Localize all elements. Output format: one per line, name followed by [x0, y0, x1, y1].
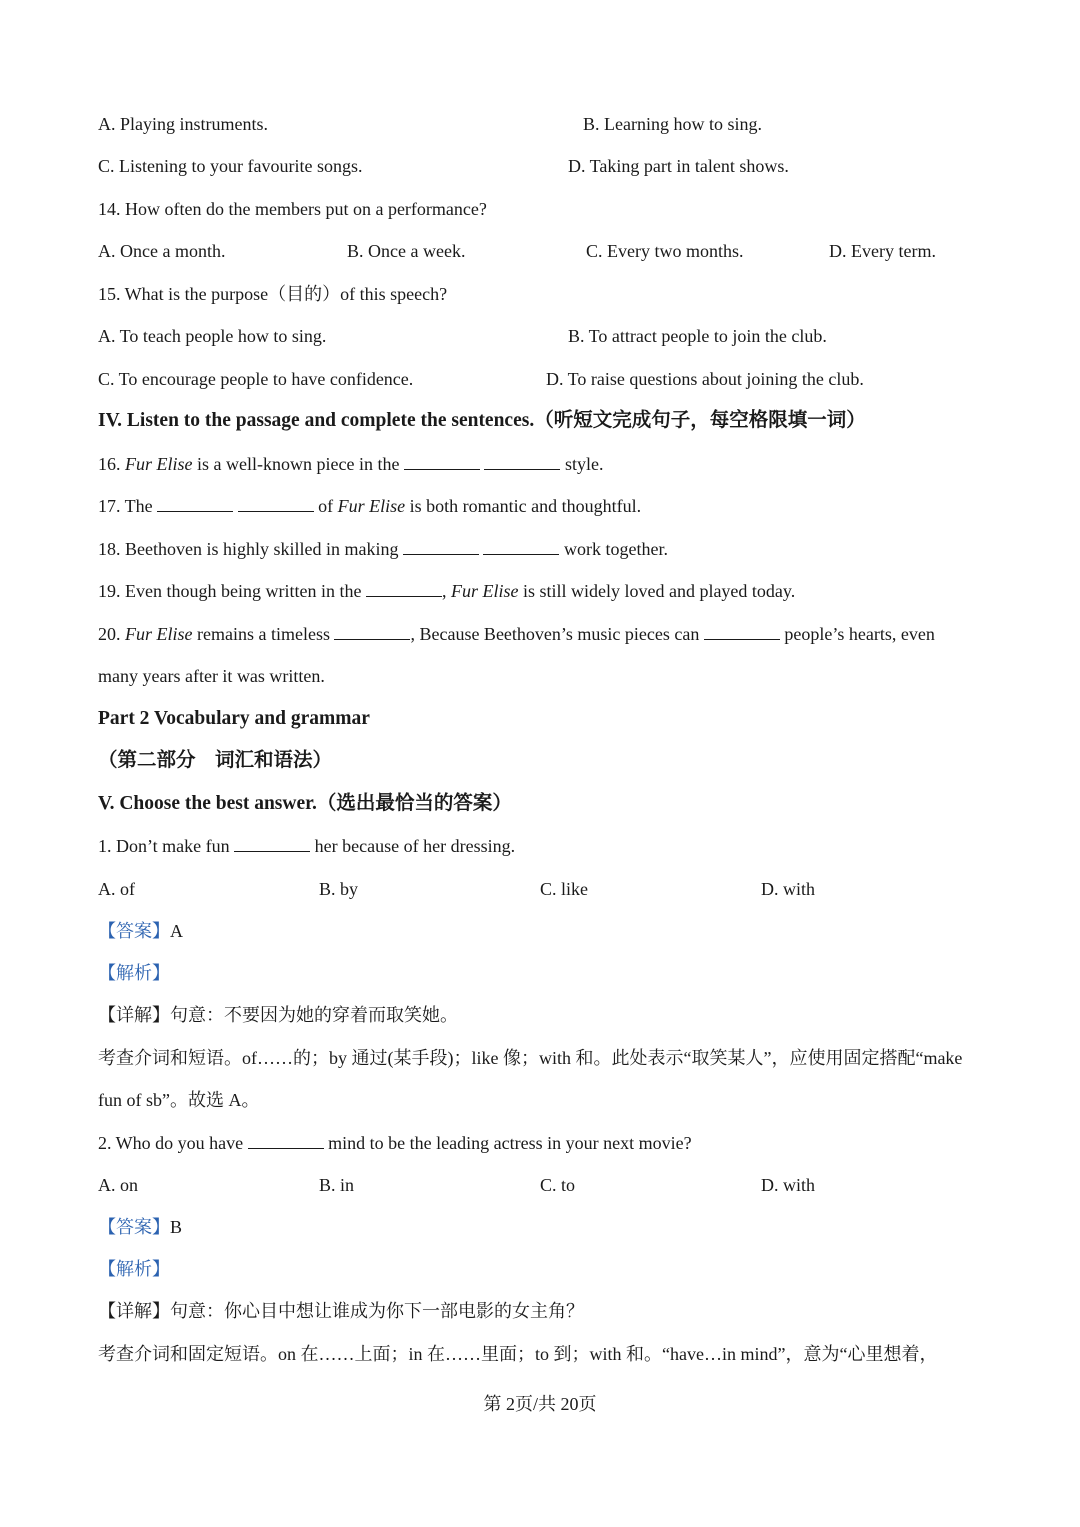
q17-start: 17. The: [98, 496, 158, 516]
page-footer: 第 2页/共 20页: [483, 1394, 597, 1414]
q2-option-b: B. in: [319, 1175, 355, 1195]
q14-option-d: D. Every term.: [829, 241, 936, 261]
q14-option-c: C. Every two months.: [586, 241, 744, 261]
q2-explanation-1: 考查介词和固定短语。on 在……上面；in 在……里面；to 到；with 和。“have…in mind”，意为“心里想着，: [98, 1344, 938, 1364]
q17-title: Fur Elise: [337, 496, 406, 516]
q17-end: is both romantic and thoughtful.: [405, 496, 642, 516]
q1-answer-label: 【答案】: [98, 921, 170, 941]
q2-option-d: D. with: [761, 1175, 815, 1195]
q1-stem: [98, 834, 515, 858]
q13-option-b: B. Learning how to sing.: [583, 114, 762, 134]
q1-option-d: D. with: [761, 879, 815, 899]
section-v-heading: V. Choose the best answer.（选出最恰当的答案）: [98, 793, 512, 814]
q20-mid: remains a timeless: [192, 624, 335, 644]
q1-option-c: C. like: [540, 879, 588, 899]
q17-mid: of: [313, 496, 338, 516]
q17-line: [98, 494, 641, 518]
q20-line-2: many years after it was written.: [98, 666, 325, 686]
q1-option-a: A. of: [98, 879, 135, 899]
q16-mid: is a well-known piece in the: [192, 454, 404, 474]
q20-line: [98, 622, 935, 646]
q2-analysis-label: 【解析】: [98, 1259, 170, 1279]
q1-stem-end: her because of her dressing.: [310, 836, 516, 856]
q19-blank-1[interactable]: [366, 579, 442, 597]
q18-end: work together.: [559, 539, 668, 559]
q14-option-a: A. Once a month.: [98, 241, 226, 261]
q15-option-c: C. To encourage people to have confidence.: [98, 369, 414, 389]
q16-title: Fur Elise: [125, 454, 193, 474]
q19-end: is still widely loved and played today.: [518, 581, 796, 601]
q20-blank-2[interactable]: [704, 622, 780, 640]
q2-stem: [98, 1131, 692, 1155]
q13-option-c: C. Listening to your favourite songs.: [98, 156, 363, 176]
q2-stem-end: mind to be the leading actress in your next movie?: [323, 1133, 692, 1153]
q17-blank-2[interactable]: [238, 494, 314, 512]
q19-start: 19. Even though being written in the: [98, 581, 366, 601]
q1-answer-value: A: [170, 921, 183, 941]
q2-blank[interactable]: [248, 1131, 324, 1149]
q20-title: Fur Elise: [125, 624, 193, 644]
q15-option-b: B. To attract people to join the club.: [568, 326, 827, 346]
q16-number: 16.: [98, 454, 121, 474]
q2-option-c: C. to: [540, 1175, 576, 1195]
q16-blank-2[interactable]: [484, 452, 560, 470]
part2-title: Part 2 Vocabulary and grammar: [98, 708, 370, 729]
q15-option-d: D. To raise questions about joining the club.: [546, 369, 864, 389]
q20-end: people’s hearts, even: [779, 624, 935, 644]
q2-answer: [98, 1215, 182, 1239]
q17-blank-1[interactable]: [157, 494, 233, 512]
q2-option-a: A. on: [98, 1175, 138, 1195]
q18-blank-1[interactable]: [403, 537, 479, 555]
section-iv-heading: IV. Listen to the passage and complete the sentences.（听短文完成句子，每空格限填一词）: [98, 410, 866, 431]
q19-title: Fur Elise: [450, 581, 519, 601]
part2-subtitle: （第二部分 词汇和语法）: [98, 750, 333, 771]
q16-line: [98, 452, 603, 476]
q18-blank-2[interactable]: [483, 537, 559, 555]
q1-explanation-1: 考查介词和短语。of……的；by 通过(某手段)；like 像；with 和。此处表示“取笑某人”，应使用固定搭配“make: [98, 1048, 963, 1068]
q16-end: style.: [560, 454, 604, 474]
q14-stem: 14. How often do the members put on a performance?: [98, 199, 487, 219]
q13-option-d: D. Taking part in talent shows.: [568, 156, 789, 176]
q19-sep: ,: [441, 581, 451, 601]
q14-option-b: B. Once a week.: [347, 241, 466, 261]
q2-answer-value: B: [170, 1217, 183, 1237]
q15-stem: 15. What is the purpose（目的）of this speech?: [98, 284, 448, 304]
q2-answer-label: 【答案】: [98, 1217, 170, 1237]
q15-option-a: A. To teach people how to sing.: [98, 326, 327, 346]
q1-stem-start: 1. Don’t make fun: [98, 836, 235, 856]
q18-start: 18. Beethoven is highly skilled in making: [98, 539, 403, 559]
q20-blank-1[interactable]: [334, 622, 410, 640]
q16-blank-1[interactable]: [404, 452, 480, 470]
q1-explanation-2: fun of sb”。故选 A。: [98, 1090, 260, 1110]
q13-option-a: A. Playing instruments.: [98, 114, 268, 134]
q20-number: 20.: [98, 624, 121, 644]
q18-line: [98, 537, 668, 561]
q1-blank[interactable]: [234, 834, 310, 852]
q19-line: [98, 579, 795, 603]
q1-analysis-label: 【解析】: [98, 963, 170, 983]
q2-stem-start: 2. Who do you have: [98, 1133, 248, 1153]
q1-option-b: B. by: [319, 879, 359, 899]
q2-detail: 【详解】句意：你心目中想让谁成为你下一部电影的女主角？: [98, 1301, 584, 1321]
q1-answer: [98, 919, 183, 943]
q20-mid2: , Because Beethoven’s music pieces can: [410, 624, 704, 644]
q1-detail: 【详解】句意：不要因为她的穿着而取笑她。: [98, 1005, 458, 1025]
